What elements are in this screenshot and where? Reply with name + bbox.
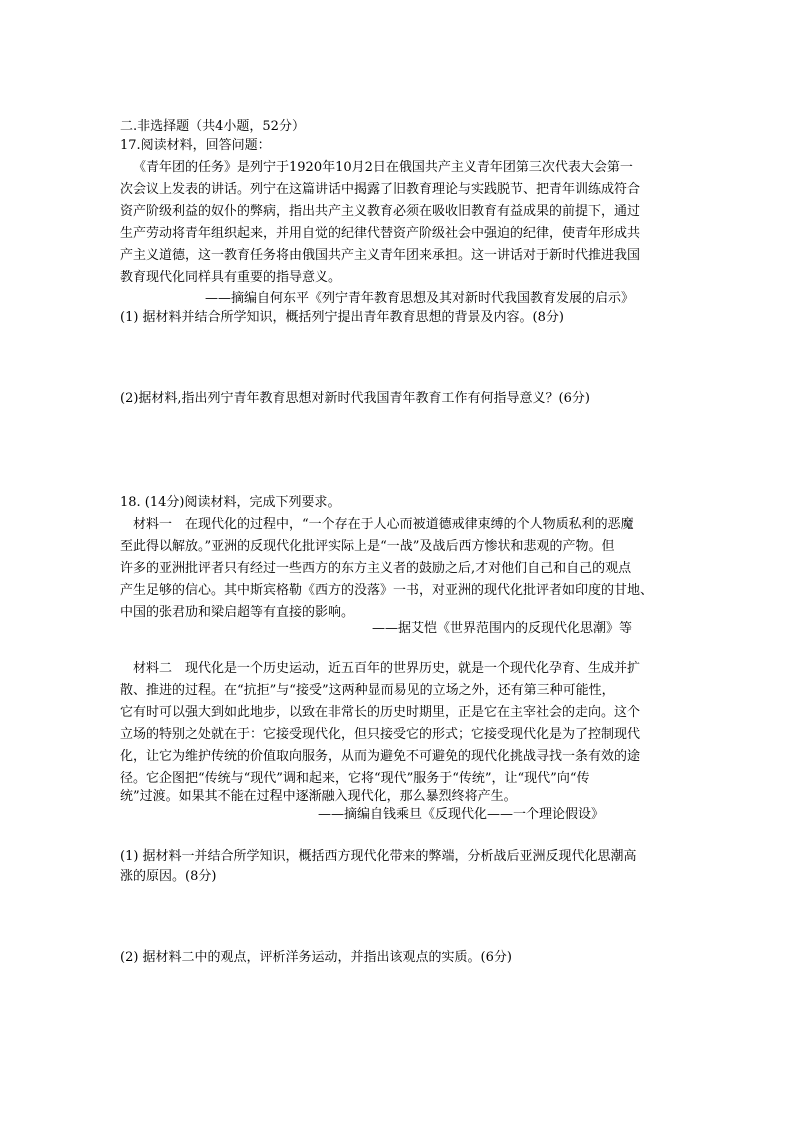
q18-material2-line: 统”过渡。如果其不能在过程中逐渐融入现代化，那么暴烈终将产生。 (120, 789, 517, 804)
q18-material1-line: 至此得以解放。”亚洲的反现代化批评实际上是“一战”及战后西方惨状和悲观的产物。但 (120, 539, 615, 554)
q18-material2-line: 化，让它为维护传统的价值取向服务，从而为避免不可避免的现代化挑战寻找一条有效的途 (120, 749, 641, 764)
q18-source-1: ——据艾恺《世界范围内的反现代化思潮》等 (372, 621, 633, 636)
q18-heading: 18. (14分)阅读材料，完成下列要求。 (120, 495, 341, 510)
q17-material-line: 产主义道德，这一教育任务将由俄国共产主义青年团来承担。这一讲话对于新时代推进我国 (120, 248, 641, 263)
q18-subquestion-1-line: 涨的原因。(8分) (120, 869, 217, 884)
q17-material-line: 生产劳动将青年组织起来，并用自觉的纪律代替资产阶级社会中强迫的纪律，使青年形成共 (120, 226, 641, 241)
q17-material-line: 教育现代化同样具有重要的指导意义。 (120, 270, 342, 285)
q17-material-line: 次会议上发表的讲话。列宁在这篇讲话中揭露了旧教育理论与实践脱节、把青年训练成符合 (120, 182, 641, 197)
q18-material1-line: 材料一 在现代化的过程中，“一个存在于人心而被道德戒律束缚的个人物质私利的恶魔 (133, 517, 634, 532)
q18-material1-line: 中国的张君劢和梁启超等有直接的影响。 (120, 605, 355, 620)
q18-material2-line: 径。它企图把“传统与“现代”调和起来，它将“现代”服务于“传统”，让“现代”向“传 (120, 771, 590, 786)
q17-heading: 17.阅读材料，回答问题： (120, 138, 271, 153)
section-title: 二.非选择题（共4小题，52分） (120, 119, 305, 134)
q18-material2-line: 立场的特别之处就在于：它接受现代化，但只接受它的形式；它接受现代化是为了控制现代 (120, 727, 641, 742)
q18-material1-line: 产生足够的信心。其中斯宾格勒《西方的没落》一书，对亚洲的现代化批评者如印度的甘地、 (120, 583, 654, 598)
q17-material-line: 资产阶级利益的奴仆的弊病，指出共产主义教育必须在吸收旧教育有益成果的前提下，通过 (120, 204, 641, 219)
q18-source-2: ——摘编自钱乘旦《反现代化——一个理论假设》 (318, 807, 605, 822)
q18-material2-line: 材料二 现代化是一个历史运动，近五百年的世界历史，就是一个现代化孕育、生成并扩 (133, 661, 641, 676)
q18-material2-line: 散、推进的过程。在“抗拒”与“接受”这两种显而易见的立场之外，还有第三种可能性， (120, 683, 615, 698)
q18-subquestion-1-line: (1) 据材料一并结合所学知识，概括西方现代化带来的弊端，分析战后亚洲反现代化思潮高 (120, 849, 637, 864)
q17-material-line: 《青年团的任务》是列宁于1920年10月2日在俄国共产主义青年团第三次代表大会第一 (133, 160, 633, 175)
q17-subquestion-2: (2)据材料,指出列宁青年教育思想对新时代我国青年教育工作有何指导意义？(6分) (120, 391, 590, 406)
q18-material1-line: 许多的亚洲批评者只有经过一些西方的东方主义者的鼓励之后,才对他们自己和自己的观点 (120, 561, 632, 576)
q18-material2-line: 它有时可以强大到如此地步，以致在非常长的历史时期里，正是它在主宰社会的走向。这个 (120, 705, 641, 720)
q17-source: ——摘编自何东平《列宁青年教育思想及其对新时代我国教育发展的启示》 (205, 291, 635, 306)
q18-subquestion-2: (2) 据材料二中的观点，评析洋务运动，并指出该观点的实质。(6分) (120, 950, 512, 965)
q17-subquestion-1: (1) 据材料并结合所学知识，概括列宁提出青年教育思想的背景及内容。(8分) (120, 310, 564, 325)
